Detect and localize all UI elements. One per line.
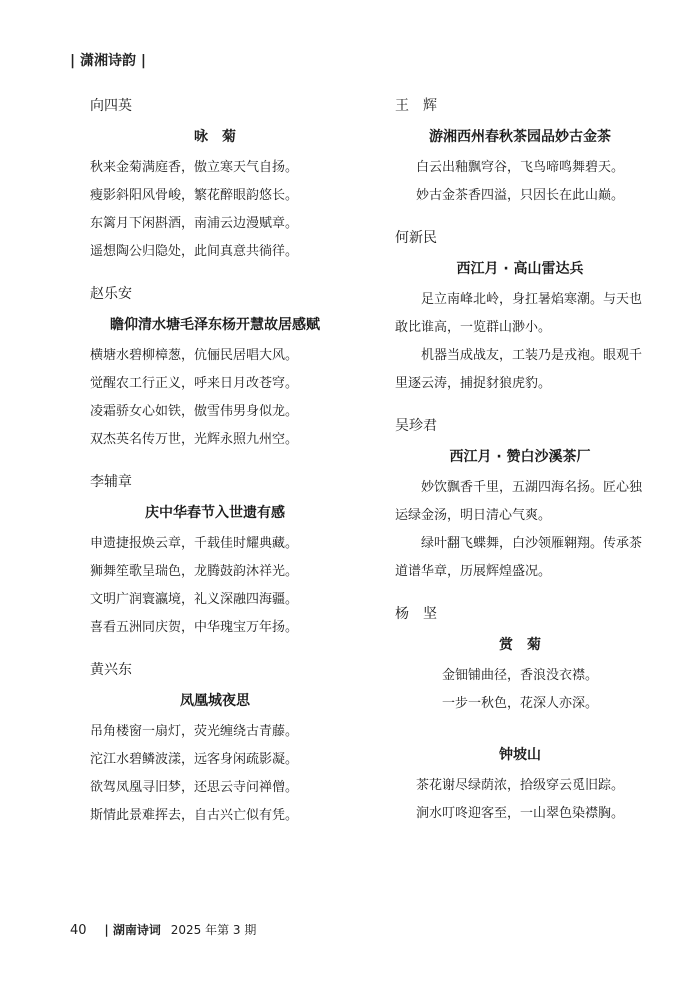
- poem: [90, 472, 340, 642]
- poem-line: 欲驾凤凰寻旧梦，还思云寺问禅僧。: [90, 780, 299, 795]
- poem-author: 吴珍君: [395, 418, 437, 434]
- poem-line: 瘦影斜阳风骨峻，繁花醉眼韵悠长。: [90, 188, 299, 203]
- issue-label: 2025 年第 3 期: [170, 923, 257, 937]
- poem: [395, 416, 645, 586]
- poem-line: 斯情此景难挥去，自古兴亡似有凭。: [90, 808, 299, 823]
- poem-line: 文明广润寰瀛境，礼义深融四海疆。: [90, 592, 299, 607]
- poem-author: 王 辉: [395, 98, 437, 114]
- poem-line: 凌霜骄女心如铁，傲雪伟男身似龙。: [90, 404, 299, 419]
- right-column: [395, 96, 645, 846]
- poem-paragraph: 足立南峰北岭，身扛暑焰寒潮。与天也敢比谁高，一览群山渺小。: [395, 292, 643, 335]
- poem-title: 赏 菊: [499, 637, 541, 653]
- poem-line: 金钿铺曲径，香浪没衣襟。: [441, 668, 598, 683]
- poem-title: 西江月 · 高山雷达兵: [456, 261, 584, 277]
- poem: [395, 228, 645, 398]
- poem-line: 双杰英名传万世，光辉永照九州空。: [90, 432, 299, 447]
- poem-line: 遥想陶公归隐处，此间真意共徜徉。: [90, 244, 299, 259]
- poem-line: 茶花谢尽绿荫浓，拾级穿云觅旧踪。: [415, 778, 624, 793]
- poem-title: 游湘西州春秋茶园品妙古金茶: [429, 129, 611, 145]
- poem-title: 钟坡山: [499, 747, 541, 763]
- poem-author: 李辅章: [90, 474, 132, 490]
- poem-title: 西江月 · 赞白沙溪茶厂: [449, 449, 591, 465]
- poem-title: 凤凰城夜思: [180, 693, 250, 709]
- poem-line: 觉醒农工行正义，呼来日月改苍穹。: [90, 376, 299, 391]
- poem-paragraph: 绿叶翻飞蝶舞，白沙领雁翱翔。传承茶道谱华章，历展辉煌盛况。: [395, 536, 643, 579]
- poem: [90, 284, 340, 454]
- poem-title: 瞻仰清水塘毛泽东杨开慧故居感赋: [110, 317, 320, 333]
- poem: [90, 96, 340, 266]
- poem: [395, 744, 645, 828]
- poem-line: 横塘水碧柳樟葱，伉俪民居唱大风。: [90, 348, 299, 363]
- poem: [395, 604, 645, 718]
- poem-line: 沱江水碧鳞波漾，远客身闲疏影凝。: [90, 752, 299, 767]
- poem-author: 赵乐安: [90, 286, 132, 302]
- poem-author: 何新民: [395, 230, 437, 246]
- poem-author: 黄兴东: [90, 662, 132, 678]
- poem-line: 狮舞笙歌呈瑞色，龙腾鼓韵沐祥光。: [90, 564, 299, 579]
- poem-line: 白云出釉飘穹谷，飞鸟啼鸣舞碧天。: [415, 160, 624, 175]
- poem-line: 东篱月下闲斟酒，南浦云边漫赋章。: [90, 216, 299, 231]
- left-column: [90, 96, 340, 848]
- poem-title: 咏 菊: [194, 129, 236, 145]
- poem-line: 秋来金菊满庭香，傲立寒天气自扬。: [90, 160, 299, 175]
- page-number: 40: [70, 923, 87, 938]
- poem-line: 申遗捷报焕云章，千载佳时耀典藏。: [90, 536, 299, 551]
- poem-title: 庆中华春节入世遗有感: [145, 505, 285, 521]
- poem-line: 一步一秋色，花深人亦深。: [441, 696, 598, 711]
- poem-line: 喜看五洲同庆贺，中华瑰宝万年扬。: [90, 620, 299, 635]
- poem: [90, 660, 340, 830]
- poem-author: 向四英: [90, 98, 132, 114]
- poem-line: 妙古金茶香四溢，只因长在此山巅。: [415, 188, 624, 203]
- poem-line: 吊角楼窗一扇灯，荧光缠绕古青藤。: [90, 724, 299, 739]
- page-footer: [70, 921, 256, 938]
- poem-paragraph: 妙饮飘香千里，五湖四海名扬。匠心独运绿金汤，明日清心气爽。: [395, 480, 643, 523]
- poem-author: 杨 坚: [395, 606, 437, 622]
- section-header: | 潇湘诗韵 |: [70, 53, 146, 69]
- poem-paragraph: 机器当成战友，工装乃是戎袍。眼观千里逐云涛，捕捉豺狼虎豹。: [395, 348, 643, 391]
- poem-line: 涧水叮咚迎客至，一山翠色染襟胸。: [415, 806, 624, 821]
- magazine-name: | 湖南诗词: [104, 923, 161, 937]
- poem: [395, 96, 645, 210]
